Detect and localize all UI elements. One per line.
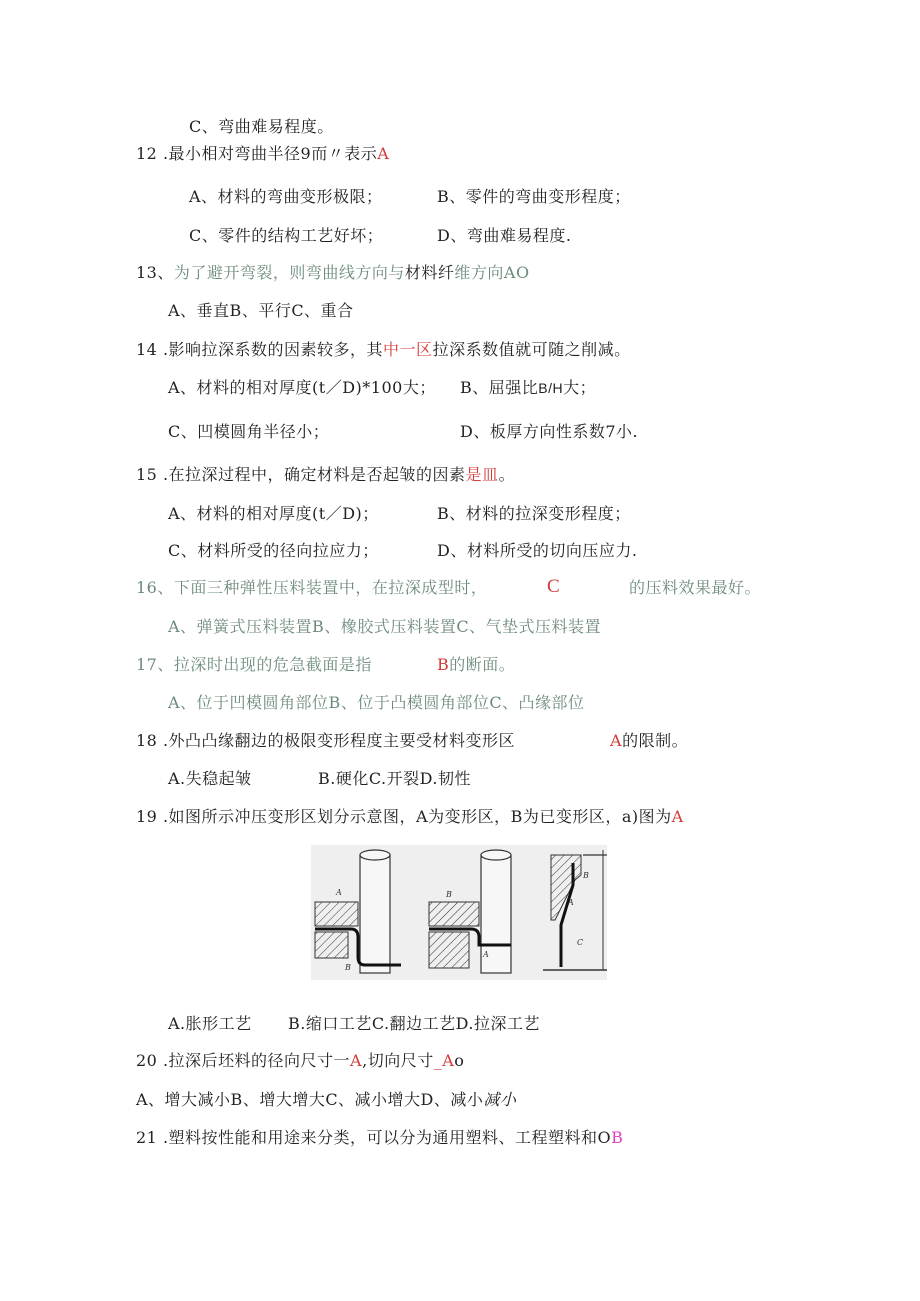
q17-post: 的断面。: [449, 655, 516, 674]
q20-answer-1: A: [350, 1051, 363, 1070]
question-13: [136, 262, 530, 284]
q18-option-a: A.失稳起皱: [168, 769, 252, 788]
question-16: [136, 577, 487, 599]
q20-options: [136, 1089, 516, 1111]
q14-answer: 中一区: [383, 340, 433, 359]
q14-post: 拉深系数值就可随之削减。: [432, 340, 631, 359]
question-12: [136, 143, 389, 165]
q18-option-b: B.硬化C.开裂D.韧性: [318, 769, 471, 788]
line-c-option: C、弯曲难易程度。: [189, 117, 334, 136]
q21-answer: B: [611, 1128, 624, 1147]
q14-b-ratio: B/H: [538, 380, 564, 396]
q17-answer: B: [437, 655, 450, 674]
figure-label: C: [577, 938, 584, 947]
q20-options-tail: 减小: [483, 1090, 517, 1109]
q16-text: 16、下面三种弹性压料装置中，在拉深成型时，: [136, 578, 488, 597]
q20-text: 20 .拉深后坯料的径向尺寸一: [136, 1051, 351, 1070]
q17-options: A、位于凹模圆角部位B、位于凸模圆角部位C、凸缘部位: [168, 693, 585, 712]
figure-label: B: [583, 871, 589, 880]
question-15: [136, 464, 515, 486]
question-17: 17、拉深时出现的危急截面是指: [136, 655, 372, 674]
q14-option-c: C、凹模圆角半径小；: [168, 422, 330, 441]
stamping-deformation-figure: [311, 845, 607, 980]
figure-label: A: [483, 950, 489, 959]
question-18: 18 .外凸凸缘翻边的极限变形程度主要受材料变形区: [136, 731, 516, 750]
q20-answer-2: _A: [433, 1051, 455, 1070]
figure-label: B: [345, 963, 351, 972]
q18-post: 的限制。: [622, 731, 689, 750]
q13-tail: 维方向AO: [454, 263, 530, 282]
q13-options: A、垂直B、平行C、重合: [168, 301, 354, 320]
q19-text: 19 .如图所示冲压变形区划分示意图，A为变形区，B为已变形区，a)图为: [136, 807, 672, 826]
q13-number: 13、: [136, 263, 174, 282]
q14-text: 14 .影响拉深系数的因素较多，其: [136, 340, 384, 359]
q14-option-d: D、板厚方向性系数7小.: [460, 422, 639, 441]
question-20: [136, 1050, 464, 1072]
q14-b-pre: B、屈强比: [460, 378, 539, 397]
q18-answer-line: [610, 730, 688, 752]
q12-text: 12 .最小相对弯曲半径9而〃表示: [136, 144, 378, 163]
figure-label: B: [446, 890, 452, 899]
q19-option-a: A.胀形工艺: [168, 1014, 252, 1033]
q19-answer: A: [671, 807, 684, 826]
q16-options: A、弹簧式压料装置B、橡胶式压料装置C、气垫式压料装置: [168, 617, 602, 636]
q12-option-c: C、零件的结构工艺好坏；: [189, 226, 384, 245]
q13-mid: 材料纤: [404, 263, 455, 282]
q14-option-a: A、材料的相对厚度(t／D)*100大；: [168, 378, 436, 397]
q15-option-a: A、材料的相对厚度(t／D)；: [168, 504, 379, 523]
q12-answer: A: [377, 144, 390, 163]
figure-label: A: [568, 898, 574, 907]
q15-option-d: D、材料所受的切向压应力.: [437, 541, 638, 560]
q19-option-b: B.缩口工艺C.翻边工艺D.拉深工艺: [288, 1014, 540, 1033]
q15-post: 。: [498, 465, 516, 484]
q20-post: o: [454, 1051, 465, 1070]
q17-answer-line: [437, 654, 515, 676]
question-21: [136, 1127, 623, 1149]
q18-answer: A: [610, 731, 623, 750]
q15-text: 15 .在拉深过程中，确定材料是否起皱的因素: [136, 465, 466, 484]
question-19: [136, 806, 684, 828]
q20-options-text: A、增大减小B、增大增大C、减小增大D、减小: [136, 1090, 484, 1109]
q21-text: 21 .塑料按性能和用途来分类，可以分为通用塑料、工程塑料和O: [136, 1128, 612, 1147]
q20-mid: ,切向尺寸: [362, 1051, 434, 1070]
q15-answer: 是皿: [465, 465, 499, 484]
q16-answer: C: [547, 576, 561, 597]
figure-label: A: [336, 888, 342, 897]
q16-post: 的压料效果最好。: [629, 578, 762, 597]
question-14: [136, 339, 631, 361]
q15-option-c: C、材料所受的径向拉应力；: [168, 541, 379, 560]
q12-option-d: D、弯曲难易程度.: [437, 226, 572, 245]
q12-option-b: B、零件的弯曲变形程度；: [437, 187, 631, 206]
q13-text: 为了避开弯裂，则弯曲线方向与: [173, 263, 405, 282]
q14-b-post: 大；: [563, 378, 597, 397]
q15-option-b: B、材料的拉深变形程度；: [437, 504, 631, 523]
q14-option-b: [460, 377, 596, 399]
q12-option-a: A、材料的弯曲变形极限；: [189, 187, 383, 206]
